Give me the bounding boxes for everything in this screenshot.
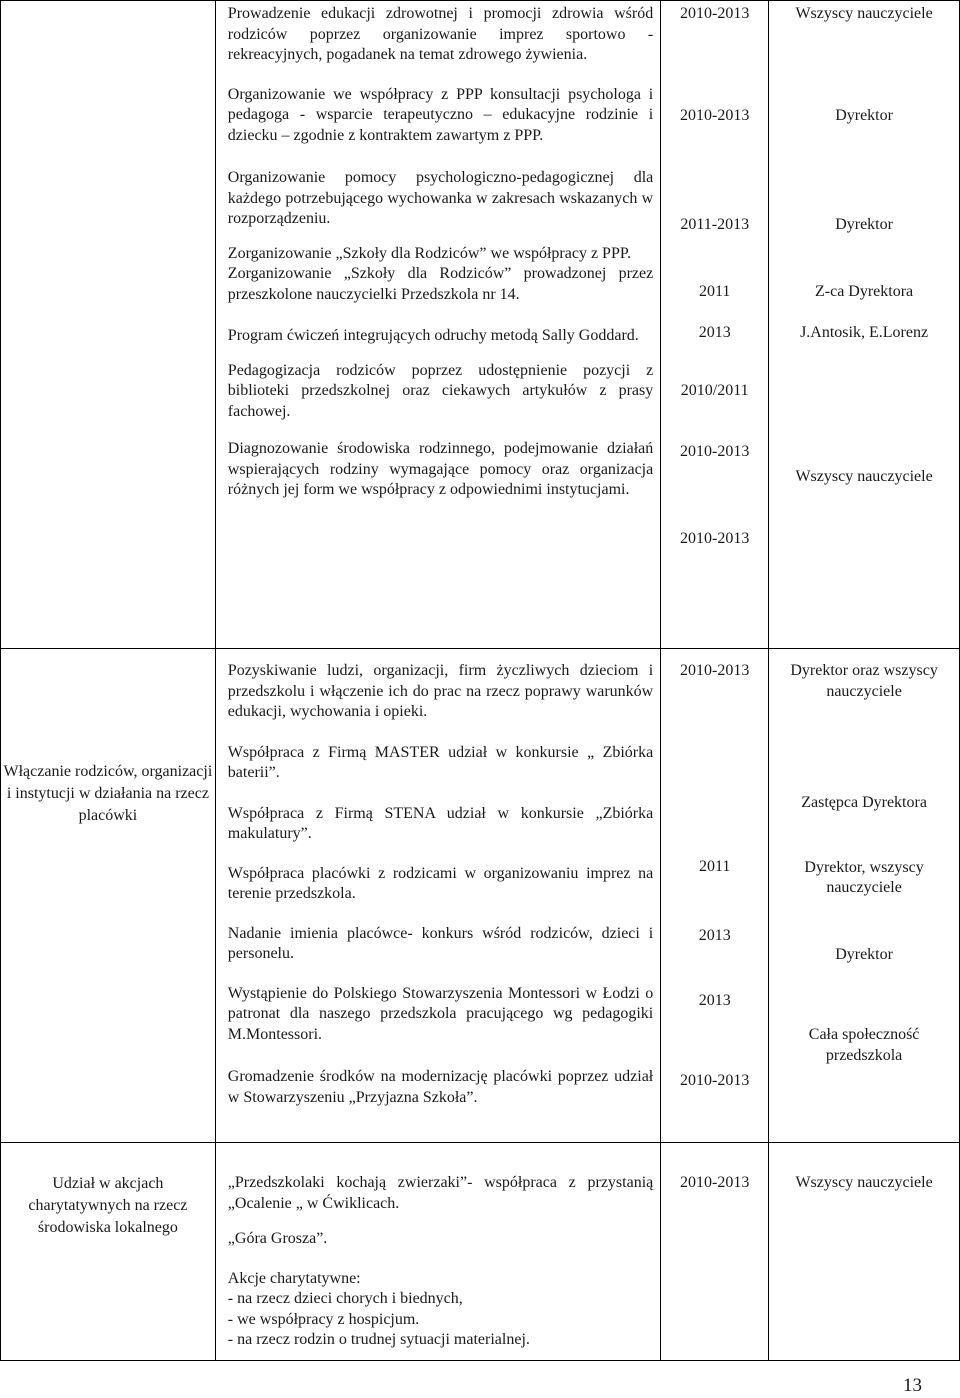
area-label: Włączanie rodziców, organizacji i instytucji w działania na rzecz placówki (3, 763, 213, 824)
date-text: 2010-2013 (680, 5, 750, 22)
person-text: Cała społeczność przedszkola (808, 1026, 920, 1064)
date-text: 2010-2013 (680, 662, 750, 679)
persons-cell (769, 1, 960, 649)
activity-text: Pozyskiwanie ludzi, organizacji, firm życzliwych dzieciom i przedszkolu i włączenie ich do prac na rzecz poprawy warunków edukacji, wychowania i opieki. (227, 662, 654, 720)
area-cell (1, 1, 216, 649)
activity-text: Prowadzenie edukacji zdrowotnej i promocji zdrowia wśród rodziców poprzez organizowanie imprez sportowo - rekreacyjnych, pogadanek na temat zdrowego żywienia. (227, 5, 654, 63)
activity-text: Gromadzenie środków na modernizację placówki poprzez udział w Stowarzyszeniu „Przyjazna Szkoła”. (227, 1068, 654, 1106)
activity-text: Współpraca z Firmą STENA udział w konkursie „Zbiórka makulatury”. (227, 804, 654, 842)
date-text: 2010-2013 (680, 529, 750, 547)
person-text: Dyrektor oraz wszyscy nauczyciele (790, 662, 938, 700)
activity-text: - na rzecz rodzin o trudnej sytuacji materialnej. (227, 1331, 530, 1348)
date-text: 2010-2013 (680, 106, 750, 124)
date-text: 2010/2011 (680, 381, 749, 399)
date-text: 2010-2013 (680, 1072, 750, 1089)
persons-cell (769, 649, 960, 1143)
area-cell (1, 1143, 216, 1361)
activity-text: Organizowanie pomocy psychologiczno-pedagogicznej dla każdego potrzebującego wychowanka w zakresach wskazanych w rozporządzeniu. (227, 169, 654, 227)
person-text: Dyrektor, wszyscy nauczyciele (804, 858, 924, 896)
activities-cell (215, 1143, 660, 1361)
table-row (1, 1, 960, 649)
activity-text: Współpraca z Firmą MASTER udział w konkursie „ Zbiórka baterii”. (227, 743, 654, 781)
activity-text: Diagnozowanie środowiska rodzinnego, podejmowanie działań wspierających rodziny wymagające pomocy oraz organizacja różnych jej form we współpracy z odpowiednimi instytucjami. (227, 440, 654, 498)
activity-text: Program ćwiczeń integrujących odruchy metodą Sally Goddard. (227, 327, 639, 344)
person-text: Dyrektor (835, 106, 893, 124)
date-text: 2013 (698, 927, 731, 944)
table-row (1, 649, 960, 1143)
date-text: 2011-2013 (680, 216, 750, 233)
page-number: 13 (903, 1375, 922, 1396)
activity-text: Wystąpienie do Polskiego Stowarzyszenia Montessori w Łodzi o patronat dla naszego przedszkola pracującego wg pedagogiki M.Montessori. (227, 984, 654, 1043)
date-text: 2010-2013 (680, 1174, 750, 1191)
date-text: 2013 (698, 991, 731, 1009)
persons-cell (769, 1143, 960, 1361)
activity-text: Zorganizowanie „Szkoły dla Rodziców” prowadzonej przez przeszkolone nauczycielki Przedszkola nr 14. (227, 265, 654, 303)
date-text: 2011 (698, 282, 731, 300)
date-text: 2013 (698, 324, 731, 341)
activity-text: „Przedszkolaki kochają zwierzaki”- współpraca z przystanią „Ocalenie „ w Ćwiklicach. (227, 1174, 654, 1212)
activity-text: Organizowanie we współpracy z PPP konsultacji psychologa i pedagoga - wsparcie terapeutyczno – edukacyjne rodzinie i dziecku – zgodnie z kontraktem zawartym z PPP. (227, 85, 654, 144)
dates-cell (661, 1143, 769, 1361)
activity-text: Pedagogizacja rodziców poprzez udostępnienie pozycji z biblioteki przedszkolnej oraz ciekawych artykułów z prasy fachowej. (227, 361, 654, 420)
activity-text: Współpraca placówki z rodzicami w organizowaniu imprez na terenie przedszkola. (227, 864, 654, 902)
date-text: 2011 (698, 857, 731, 875)
person-text: Wszyscy nauczyciele (795, 5, 933, 22)
activity-text: Nadanie imienia placówce- konkurs wśród rodziców, dzieci i personelu. (227, 924, 654, 962)
dates-cell (661, 1, 769, 649)
person-text: Dyrektor (835, 945, 893, 963)
person-text: Wszyscy nauczyciele (795, 467, 933, 485)
person-text: Z-ca Dyrektora (814, 282, 914, 300)
person-text: Wszyscy nauczyciele (795, 1174, 933, 1191)
activity-text: - na rzecz dzieci chorych i biednych, (227, 1290, 463, 1307)
activity-text: „Góra Grosza”. (227, 1230, 328, 1247)
dates-cell (661, 649, 769, 1143)
activities-cell (215, 649, 660, 1143)
person-text: Dyrektor (835, 216, 893, 233)
person-text: Zastępca Dyrektora (801, 794, 927, 811)
area-label: Udział w akcjach charytatywnych na rzecz środowiska lokalnego (28, 1175, 188, 1236)
activity-text: - we współpracy z hospicjum. (227, 1310, 420, 1328)
person-text: J.Antosik, E.Lorenz (800, 324, 929, 341)
activity-text: Zorganizowanie „Szkoły dla Rodziców” we współpracy z PPP. (227, 244, 631, 262)
table-row (1, 1143, 960, 1361)
area-cell (1, 649, 216, 1143)
date-text: 2010-2013 (680, 443, 750, 460)
activity-text: Akcje charytatywne: (227, 1269, 361, 1287)
activities-cell (215, 1, 660, 649)
